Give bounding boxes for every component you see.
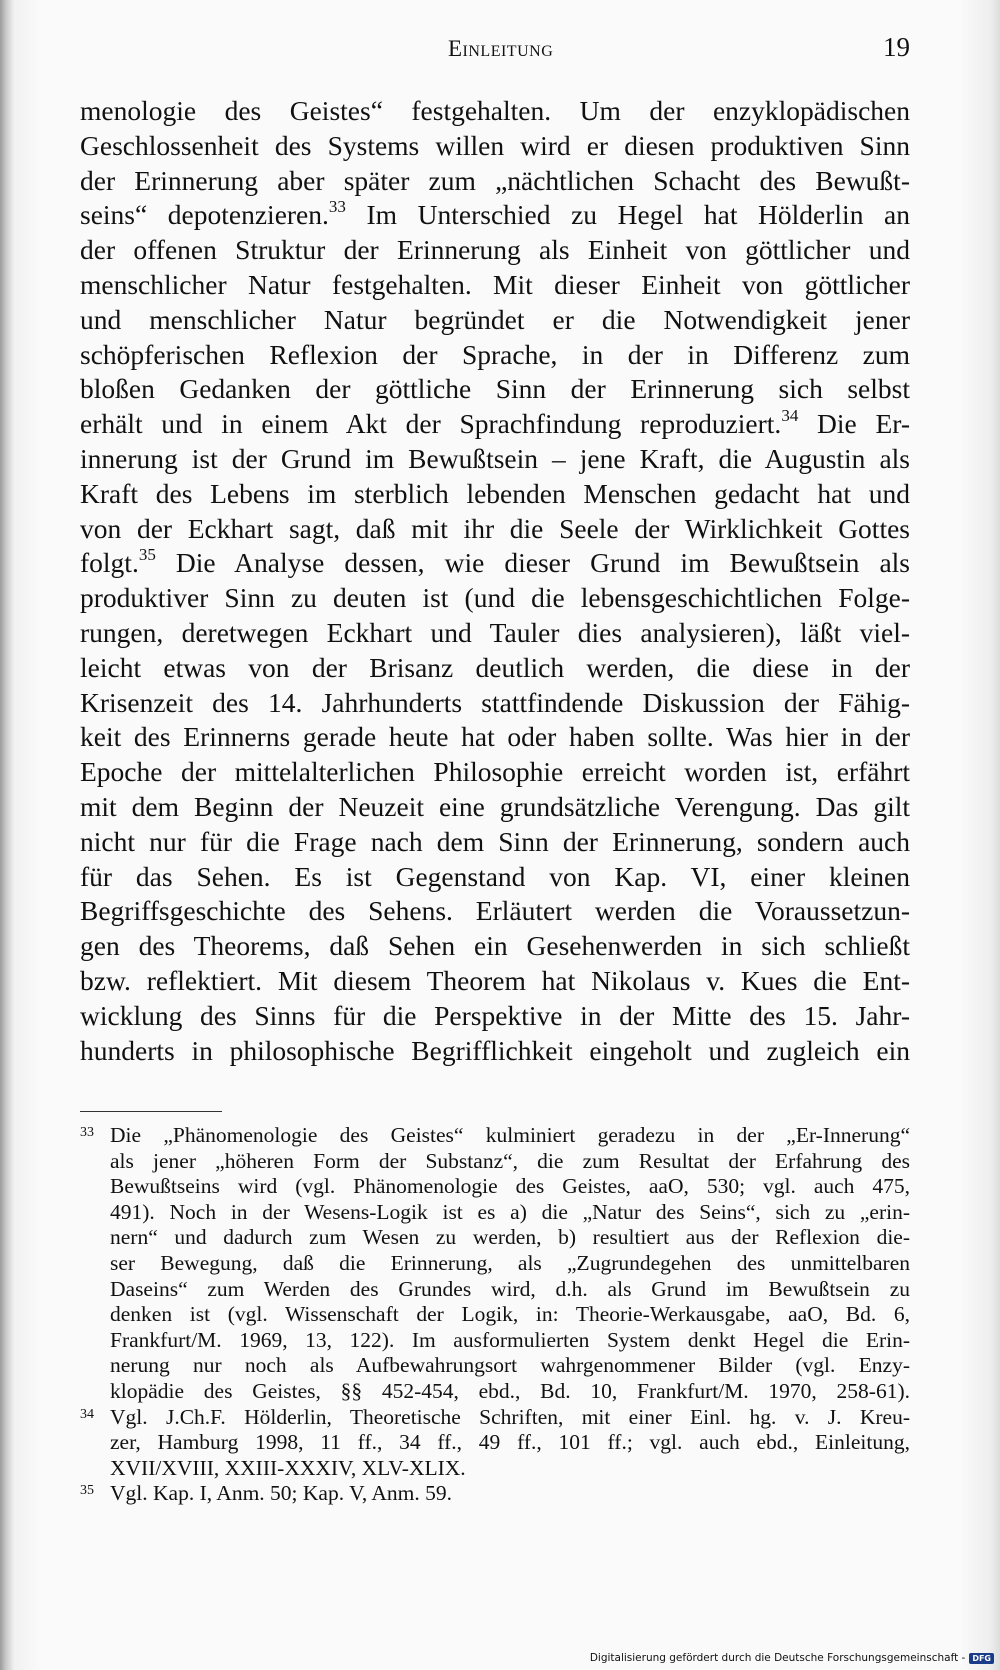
footnote-line: XVII/XVIII, XXIII-XXXIV, XLV-XLIX. <box>110 1455 466 1480</box>
footnote-34 <box>80 1405 910 1482</box>
footnote-33 <box>80 1123 910 1405</box>
footnote-line: nerung nur noch als Aufbewahrungsort wahrgenommener Bilder (vgl. Enzy- <box>110 1353 910 1378</box>
text-line: mit dem Beginn der Neuzeit eine grundsätzliche Verengung. Das gilt <box>80 790 910 822</box>
footnote-number: 34 <box>80 1406 94 1422</box>
footnote-ref-34[interactable]: 34 <box>781 406 799 426</box>
footnote-line: Bewußtseins wird (vgl. Phänomenologie des Geistes, aaO, 530; vgl. auch 475, <box>110 1174 910 1199</box>
text-line: schöpferischen Reflexion der Sprache, in der in Differenz zum <box>80 338 910 370</box>
footnote-line: Die „Phänomenologie des Geistes“ kulminiert geradezu in der „Er-Innerung“ <box>110 1123 910 1147</box>
text-line <box>80 407 910 442</box>
text-line: leicht etwas von der Brisanz deutlich werden, die diese in der <box>80 651 910 683</box>
text-line: der Erinnerung aber später zum „nächtlichen Schacht des Bewußt- <box>80 164 910 196</box>
text-fragment: folgt. <box>80 547 139 579</box>
credit-text: Digitalisierung gefördert durch die Deutsche Forschungsgemeinschaft - <box>589 1652 966 1664</box>
dfg-logo: DFG <box>969 1653 994 1664</box>
text-line: für das Sehen. Es ist Gegenstand von Kap. VI, einer kleinen <box>80 860 910 892</box>
text-line: Geschlossenheit des Systems willen wird er diesen produktiven Sinn <box>80 129 910 161</box>
footnote-35 <box>80 1481 910 1507</box>
footnote-line: Daseins“ zum Werden des Grundes wird, d.h. als Grund im Bewußtsein zu <box>110 1276 910 1301</box>
footnote-line: Frankfurt/M. 1969, 13, 122). Im ausformulierten System denkt Hegel die Erin- <box>110 1327 910 1352</box>
footnote-line: 491). Noch in der Wesens-Logik ist es a) die „Natur des Seins“, sich zu „erin- <box>110 1199 910 1224</box>
text-line: nicht nur für die Frage nach dem Sinn der Erinnerung, sondern auch <box>80 825 910 857</box>
text-line: hunderts in philosophische Begrifflichkeit eingeholt und zugleich ein <box>80 1034 910 1066</box>
footnotes <box>80 1123 910 1507</box>
text-fragment: seins“ depotenzieren. <box>80 199 329 231</box>
footnote-line: als jener „höheren Form der Substanz“, die zum Resultat der Erfahrung des <box>110 1148 910 1173</box>
text-line: von der Eckhart sagt, daß mit ihr die Seele der Wirklichkeit Gottes <box>80 512 910 544</box>
text-line: der offenen Struktur der Erinnerung als Einheit von göttlicher und <box>80 234 910 266</box>
text-fragment: Die Analyse dessen, wie dieser Grund im Bewußtsein als <box>155 547 910 579</box>
body-text <box>80 94 910 1068</box>
footnote-line: zer, Hamburg 1998, 11 ff., 34 ff., 49 ff., 101 ff.; vgl. auch ebd., Einleitung, <box>110 1430 910 1455</box>
footnote-ref-35[interactable]: 35 <box>138 545 156 565</box>
text-line: produktiver Sinn zu deuten ist (und die lebensgeschichtlichen Folge- <box>80 582 910 614</box>
text-line: Krisenzeit des 14. Jahrhunderts stattfindende Diskussion der Fähig- <box>80 686 910 718</box>
footnote-divider <box>80 1111 222 1112</box>
text-line: innerung ist der Grund im Bewußtsein – jene Kraft, die Augustin als <box>80 442 910 474</box>
running-header <box>80 30 910 70</box>
text-fragment: Im Unterschied zu Hegel hat Hölderlin an <box>345 199 910 231</box>
text-line: menologie des Geistes“ festgehalten. Um der enzyklopädischen <box>80 95 910 126</box>
footnote-number: 33 <box>80 1125 94 1140</box>
text-line: wicklung des Sinns für die Perspektive in der Mitte des 15. Jahr- <box>80 999 910 1031</box>
digitization-credit <box>590 1652 994 1664</box>
footnote-line: denken ist (vgl. Wissenschaft der Logik, in: Theorie-Werkausgabe, aaO, Bd. 6, <box>110 1302 910 1327</box>
text-line: rungen, deretwegen Eckhart und Tauler dies analysieren), läßt viel- <box>80 616 910 648</box>
running-title: Einleitung <box>448 36 554 61</box>
footnote-line: nern“ und dadurch zum Wesen zu werden, b) resultiert aus der Reflexion die- <box>110 1225 910 1250</box>
text-line: gen des Theorems, daß Sehen ein Gesehenwerden in sich schließt <box>80 930 910 962</box>
footnote-line: klopädie des Geistes, §§ 452-454, ebd., Bd. 10, Frankfurt/M. 1970, 258-61). <box>110 1378 910 1403</box>
page-number: 19 <box>883 32 910 62</box>
text-line: Epoche der mittelalterlichen Philosophie erreicht worden ist, erfährt <box>80 756 910 788</box>
footnote-ref-33[interactable]: 33 <box>328 197 346 217</box>
text-line: bloßen Gedanken der göttliche Sinn der Erinnerung sich selbst <box>80 373 910 405</box>
footnote-line: Vgl. J.Ch.F. Hölderlin, Theoretische Schriften, mit einer Einl. hg. v. J. Kreu- <box>110 1404 910 1429</box>
text-line: keit des Erinnerns gerade heute hat oder haben sollte. Was hier in der <box>80 721 910 753</box>
footnote-number: 35 <box>80 1483 94 1499</box>
footnote-line: ser Bewegung, daß die Erinnerung, als „Zugrundegehen des unmittelbaren <box>110 1250 910 1275</box>
text-fragment: Die Er- <box>798 408 911 440</box>
text-fragment: erhält und in einem Akt der Sprachfindung reproduziert. <box>80 408 782 440</box>
text-line <box>80 546 910 581</box>
footnote-line: Vgl. Kap. I, Anm. 50; Kap. V, Anm. 59. <box>110 1481 453 1506</box>
text-line: und menschlicher Natur begründet er die Notwendigkeit jener <box>80 303 910 335</box>
text-line: bzw. reflektiert. Mit diesem Theorem hat Nikolaus v. Kues die Ent- <box>80 964 910 996</box>
text-line <box>80 198 910 233</box>
text-line: menschlicher Natur festgehalten. Mit dieser Einheit von göttlicher <box>80 268 910 300</box>
text-line: Begriffsgeschichte des Sehens. Erläutert werden die Voraussetzun- <box>80 895 910 927</box>
text-line: Kraft des Lebens im sterblich lebenden Menschen gedacht hat und <box>80 477 910 509</box>
